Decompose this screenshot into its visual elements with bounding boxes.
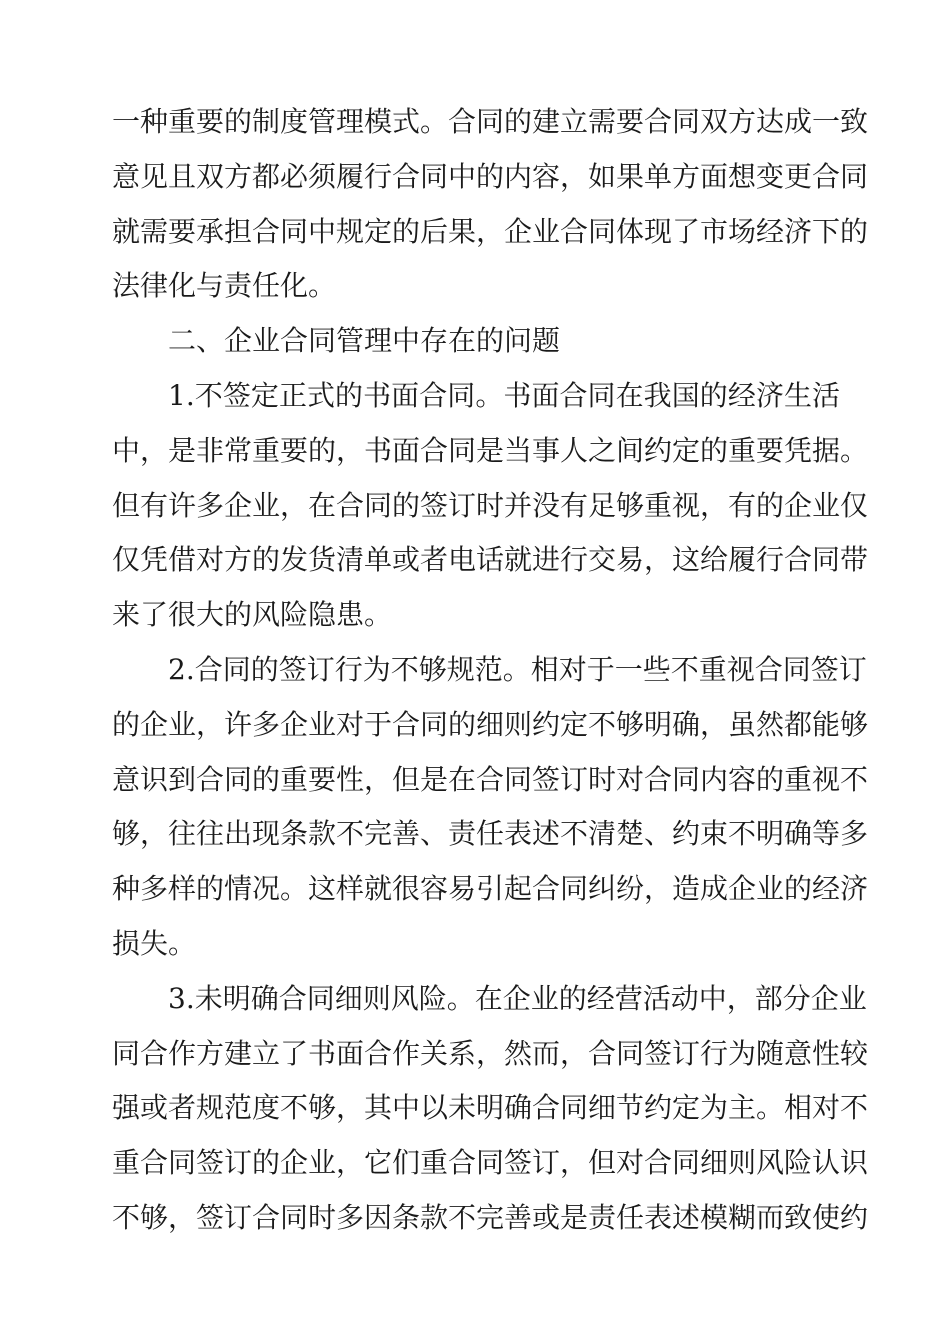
text-line: 法律化与责任化。 [112,269,337,302]
text-line: 一种重要的制度管理模式。合同的建立需要合同双方达成一致 [112,105,869,138]
text-line: 意识到合同的重要性，但是在合同签订时对合同内容的重视不 [112,763,869,796]
text-line: 重合同签订的企业，它们重合同签订，但对合同细则风险认识 [112,1146,869,1179]
text-line: 意见且双方都必须履行合同中的内容，如果单方面想变更合同 [112,160,869,193]
text-line: 强或者规范度不够，其中以未明确合同细节约定为主。相对不 [112,1091,869,1124]
text-line: 2.合同的签订行为不够规范。相对于一些不重视合同签订 [168,653,867,686]
text-line: 3.未明确合同细则风险。在企业的经营活动中，部分企业 [168,982,867,1015]
text-line: 不够，签订合同时多因条款不完善或是责任表述模糊而致使约 [112,1201,869,1234]
text-line: 仅凭借对方的发货清单或者电话就进行交易，这给履行合同带 [112,543,869,576]
text-line: 种多样的情况。这样就很容易引起合同纠纷，造成企业的经济 [112,872,869,905]
text-line: 来了很大的风险隐患。 [112,598,393,631]
text-line: 的企业，许多企业对于合同的细则约定不够明确，虽然都能够 [112,708,869,741]
text-line: 中，是非常重要的，书面合同是当事人之间约定的重要凭据。 [112,434,869,467]
text-line: 就需要承担合同中规定的后果，企业合同体现了市场经济下的 [112,215,869,248]
text-line: 损失。 [112,927,197,960]
text-line: 1.不签定正式的书面合同。书面合同在我国的经济生活 [168,379,840,412]
section-heading: 二、企业合同管理中存在的问题 [168,324,561,357]
text-line: 够，往往出现条款不完善、责任表述不清楚、约束不明确等多 [112,817,869,850]
text-line: 同合作方建立了书面合作关系，然而，合同签订行为随意性较 [112,1037,869,1070]
text-line: 但有许多企业，在合同的签订时并没有足够重视，有的企业仅 [112,489,869,522]
